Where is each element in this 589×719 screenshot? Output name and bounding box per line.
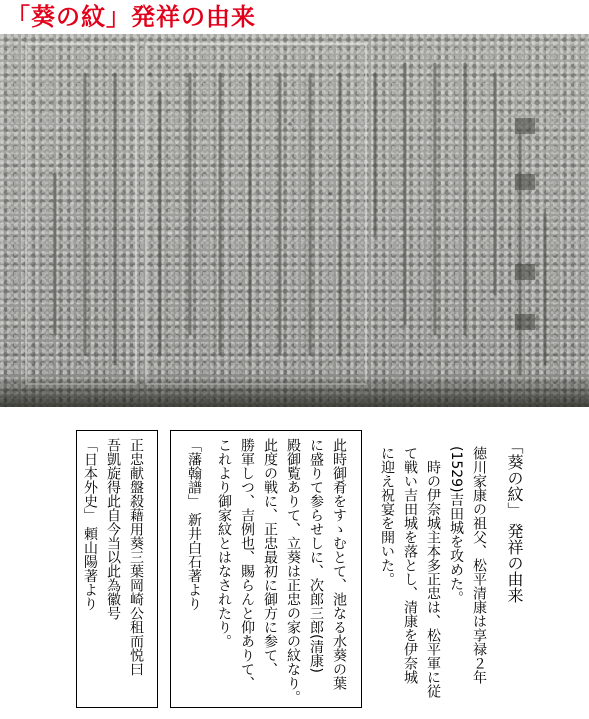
middle-line-1: 此時御肴をすゝむとて、池なる水葵の葉 (331, 438, 347, 690)
right-line-5: に迎え祝宴を開いた。 (379, 446, 395, 586)
middle-line-2: に盛りて参らせしに、次郎三郎(清康) (308, 438, 324, 673)
middle-line-5: 勝軍しつ、吉例也、賜らんと仰ありて、 (239, 438, 255, 690)
page-title: 「葵の紋」発祥の由来 (6, 3, 256, 31)
right-line-3: 時の伊奈城主本多正忠は、松平軍に従 (425, 446, 441, 698)
right-line-4: て戦い吉田城を落とし、清康を伊奈城 (402, 446, 418, 684)
transcription-panel (0, 408, 589, 719)
middle-source: 「藩翰譜」 新井白石著より (186, 438, 202, 611)
right-line-2: (1529)吉田城を攻めた。 (448, 446, 464, 605)
middle-line-3: 殿御覧ありて、立葵は正忠の家の紋なり。 (285, 438, 301, 704)
stone-texture-overlay (0, 34, 589, 407)
right-heading: 「葵の紋」 発祥の由来 (505, 438, 524, 604)
monument-photo (0, 34, 589, 407)
left-source: 「日本外史」 頼山陽著より (82, 438, 98, 611)
grass-strip (0, 373, 589, 407)
middle-line-6: これより御家紋とはなされたり。 (216, 438, 232, 648)
right-line-1: 徳川家康の祖父、松平清康は享禄２年 (471, 446, 487, 684)
left-line-2: 吾凱旋得此自今当以此為徽号 (105, 438, 121, 620)
middle-line-4: 此度の戦に、正忠最初に御方に参て、 (262, 438, 278, 676)
left-line-1: 正忠献盤殺藉用葵三葉岡崎公租而悦曰 (128, 438, 144, 676)
